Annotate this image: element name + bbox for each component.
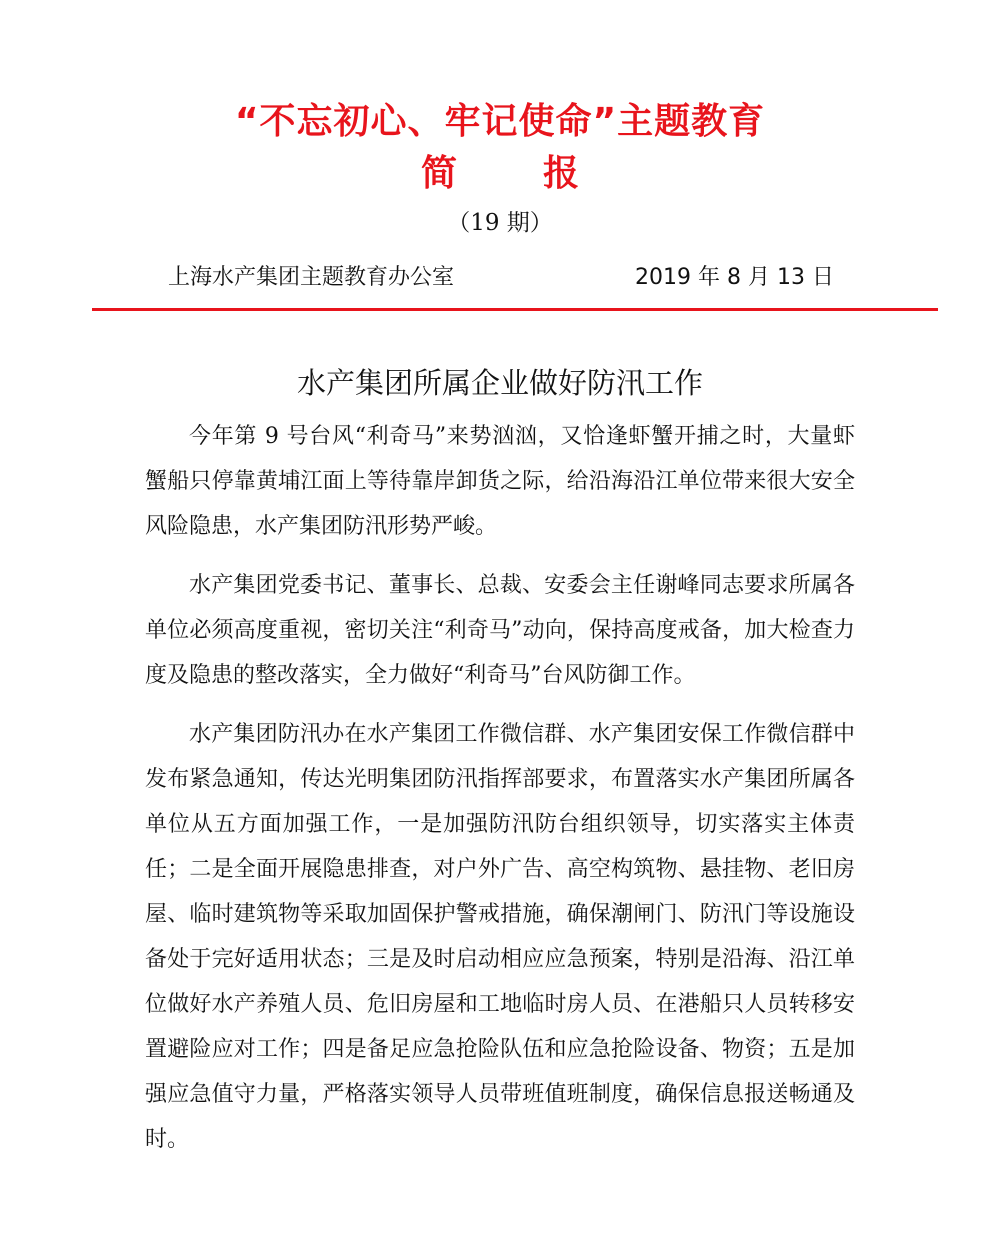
issue-number: （19 期） (447, 210, 553, 236)
article-title: 水产集团所属企业做好防汛工作 (296, 366, 703, 400)
issuer-row (168, 258, 834, 298)
red-divider (92, 308, 938, 311)
paragraph: 水产集团防汛办在水产集团工作微信群、水产集团安保工作微信群中发布紧急通知，传达光明集团防汛指挥部要求，布置落实水产集团所属各单位从五方面加强工作，一是加强防汛防台组织领导，切实落实主体责任；二是全面开展隐患排查，对户外广告、高空构筑物、悬挂物、老旧房屋、临时建筑物等采取加固保护警戒措施，确保潮闸门、防汛门等设施设备处于完好适用状态；三是及时启动相应应急预案，特别是沿海、沿江单位做好水产养殖人员、危旧房屋和工地临时房人员、在港船只人员转移安置避险应对工作；四是备足应急抢险队伍和应急抢险设备、物资；五是加强应急值守力量，严格落实领导人员带班值班制度，确保信息报送畅通及时。 (145, 722, 855, 1152)
paragraph: 今年第 9 号台风“利奇马”来势汹汹，又恰逢虾蟹开捕之时，大量虾蟹船只停靠黄埔江面上等待靠岸卸货之际，给沿海沿江单位带来很大安全风险隐患，水产集团防汛形势严峻。 (145, 424, 855, 539)
masthead-title: “不忘初心、牢记使命”主题教育 (234, 101, 766, 142)
issue-date: 2019 年 8 月 13 日 (635, 265, 834, 290)
masthead-subtitle: 简报 (420, 153, 665, 194)
issuer-name: 上海水产集团主题教育办公室 (168, 265, 455, 290)
paragraph: 水产集团党委书记、董事长、总裁、安委会主任谢峰同志要求所属各单位必须高度重视，密切关注“利奇马”动向，保持高度戒备，加大检查力度及隐患的整改落实，全力做好“利奇马”台风防御工作。 (145, 573, 855, 688)
article-body (145, 414, 855, 1176)
